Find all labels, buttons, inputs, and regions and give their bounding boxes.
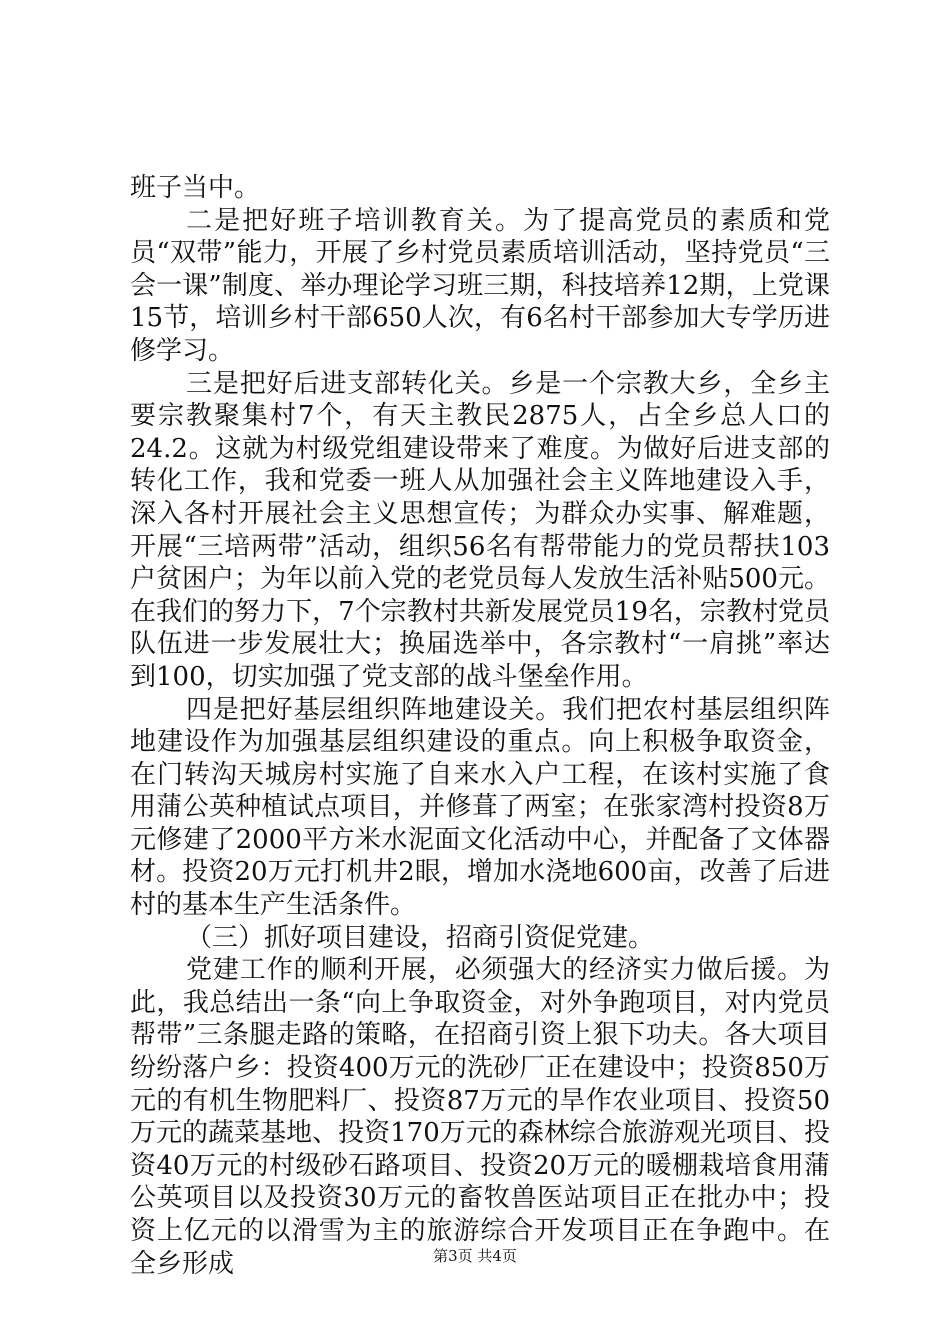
section-heading-projects: （三）抓好项目建设，招商引资促党建。 [186,922,655,953]
paragraph-branch-transformation: 三是把好后进支部转化关。乡是一个宗教大乡，全乡主要宗教聚集村7个，有天主教民2875人，占全乡总人口的24.2。这就为村级党组建设带来了难度。为做好后进支部的转化工作，我和党委一班人从加强社会主义阵地建设入手，深入各村开展社会主义思想宣传；为群众办实事、解难题，开展“三培两带”活动，组织56名有帮带能力的党员帮扶103户贫困户；为年以前入党的老党员每人发放生活补贴500元。在我们的努力下，7个宗教村共新发展党员19名，宗教村党员队伍进一步发展壮大；换届选举中，各宗教村“一肩挑”率达到100，切实加强了党支部的战斗堡垒作用。 [130,368,830,692]
page-number-footer: 第3页 共4页 [433,1247,517,1265]
document-body [130,172,830,1280]
paragraph-training-education: 二是把好班子培训教育关。为了提高党员的素质和党员“双带”能力，开展了乡村党员素质培训活动，坚持党员“三会一课”制度、举办理论学习班三期，科技培养12期，上党课15节，培训乡村干部650人次，有6名村干部参加大专学历进修学习。 [130,205,830,366]
paragraph-continuation: 班子当中。 [130,173,261,203]
paragraph-investment: 党建工作的顺利开展，必须强大的经济实力做后援。为此，我总结出一条“向上争取资金，对外争跑项目，对内党员帮带”三条腿走路的策略，在招商引资上狠下功夫。各大项目纷纷落户乡：投资400万元的洗砂厂正在建设中；投资850万元的有机生物肥料厂、投资87万元的旱作农业项目、投资50万元的蔬菜基地、投资170万元的森林综合旅游观光项目、投资40万元的村级砂石路项目、投资20万元的暖棚栽培食用蒲公英项目以及投资30万元的畜牧兽医站项目正在批办中；投资上亿元的以滑雪为主的旅游综合开发项目正在争跑中。在全乡形成 [130,955,830,1279]
paragraph-grassroots-construction: 四是把好基层组织阵地建设关。我们把农村基层组织阵地建设作为加强基层组织建设的重点。向上积极争取资金，在门转沟天城房村实施了自来水入户工程，在该村实施了食用蒲公英种植试点项目，并修葺了两室；在张家湾村投资8万元修建了2000平方米水泥面文化活动中心，并配备了文体器材。投资20万元打机井2眼，增加水浇地600亩，改善了后进村的基本生产生活条件。 [130,694,830,921]
